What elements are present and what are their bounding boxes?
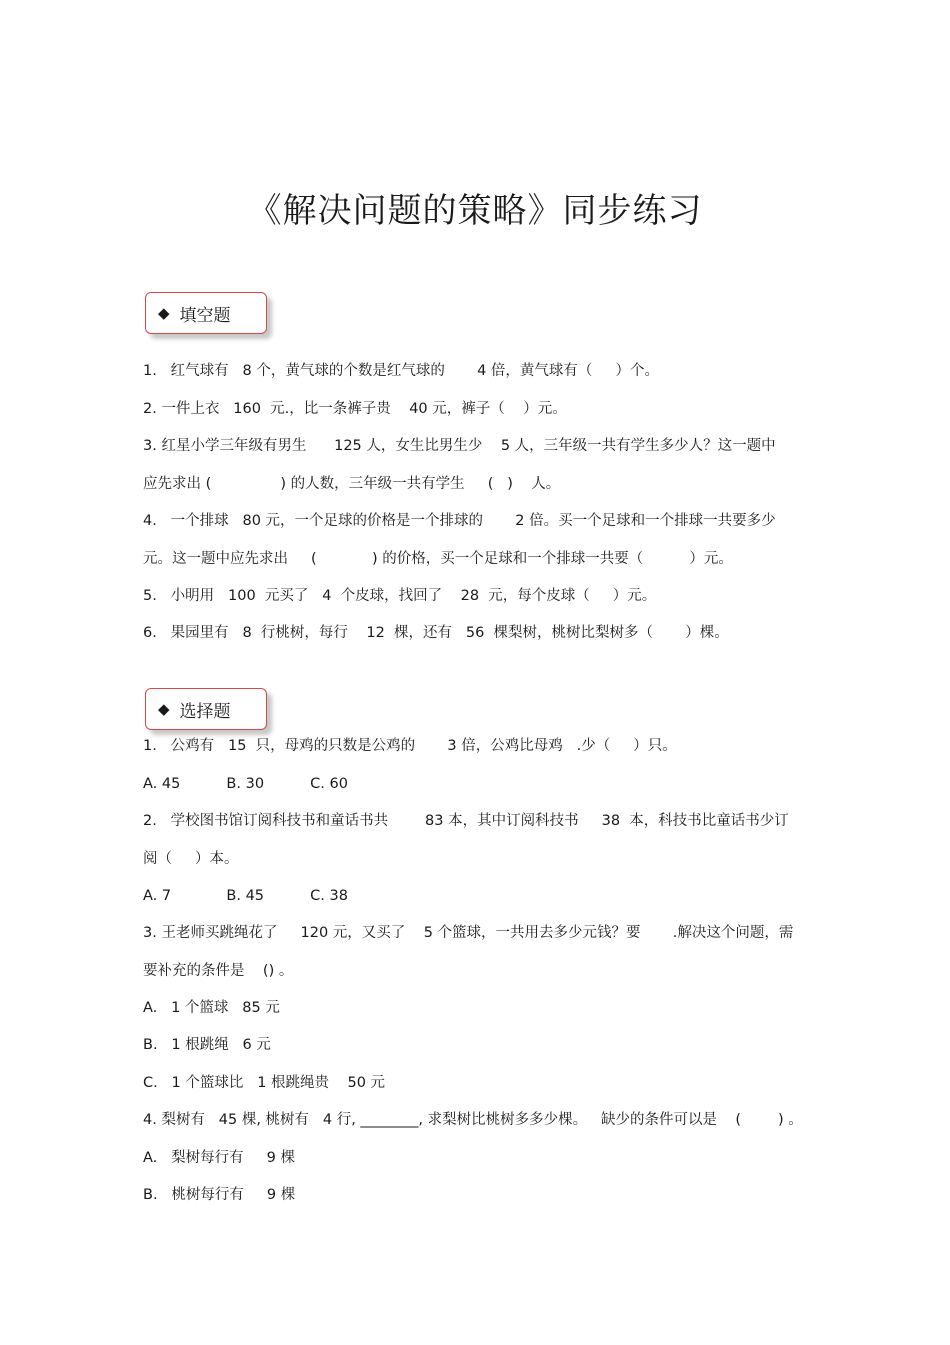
diamond-icon: ◆: [158, 700, 170, 718]
page-title: 《解决问题的策略》同步练习: [247, 191, 703, 231]
choice-question-3-option-a: A. 1 个篮球 85 元: [143, 1000, 280, 1016]
choice-question-3-line-2: 要补充的条件是 () 。: [143, 963, 294, 979]
section-header-fill: [145, 292, 267, 334]
fill-question-2: 2. 一件上衣 160 元.，比一条裤子贵 40 元，裤子（ ）元。: [143, 401, 567, 417]
choice-question-4-option-a: A. 梨树每行有 9 棵: [143, 1150, 295, 1166]
section-header-choice: [145, 688, 267, 730]
fill-question-5: 5. 小明用 100 元买了 4 个皮球，找回了 28 元，每个皮球（ ）元。: [143, 588, 657, 604]
choice-question-4-option-b: B. 桃树每行有 9 棵: [143, 1187, 296, 1203]
choice-question-4: 4. 梨树有 45 棵, 桃树有 4 行, ________, 求梨树比桃树多多少棵。 缺少的条件可以是 ( ) 。: [143, 1112, 803, 1128]
choice-question-1: 1. 公鸡有 15 只，母鸡的只数是公鸡的 3 倍，公鸡比母鸡 .少（ ）只。: [143, 738, 677, 754]
fill-question-6: 6. 果园里有 8 行桃树，每行 12 棵，还有 56 棵梨树，桃树比梨树多（ ）棵。: [143, 625, 729, 641]
choice-question-1-options: A. 45 B. 30 C. 60: [143, 776, 348, 792]
choice-question-3-option-b: B. 1 根跳绳 6 元: [143, 1037, 271, 1053]
fill-question-4-line-2: 元。这一题中应先求出 ( ) 的价格，买一个足球和一个排球一共要（ ）元。: [143, 551, 733, 567]
choice-question-2-options: A. 7 B. 45 C. 38: [143, 888, 348, 904]
fill-question-1: 1. 红气球有 8 个，黄气球的个数是红气球的 4 倍，黄气球有（ ）个。: [143, 363, 659, 379]
choice-question-3-option-c: C. 1 个篮球比 1 根跳绳贵 50 元: [143, 1075, 386, 1091]
choice-question-2-line-1: 2. 学校图书馆订阅科技书和童话书共 83 本，其中订阅科技书 38 本，科技书比童话书少订: [143, 813, 789, 829]
diamond-icon: ◆: [158, 304, 170, 322]
fill-question-3-line-2: 应先求出 ( ) 的人数，三年级一共有学生 ( ) 人。: [143, 476, 561, 492]
choice-question-2-line-2: 阅（ ）本。: [143, 851, 239, 867]
choice-question-3-line-1: 3. 王老师买跳绳花了 120 元，又买了 5 个篮球，一共用去多少元钱？要 .解决这个问题，需: [143, 925, 794, 941]
fill-question-4-line-1: 4. 一个排球 80 元，一个足球的价格是一个排球的 2 倍。买一个足球和一个排球一共要多少: [143, 513, 776, 529]
section-label-fill: 填空题: [179, 305, 231, 326]
fill-question-3-line-1: 3. 红星小学三年级有男生 125 人，女生比男生少 5 人，三年级一共有学生多少人？这一题中: [143, 438, 776, 454]
section-label-choice: 选择题: [179, 701, 231, 722]
